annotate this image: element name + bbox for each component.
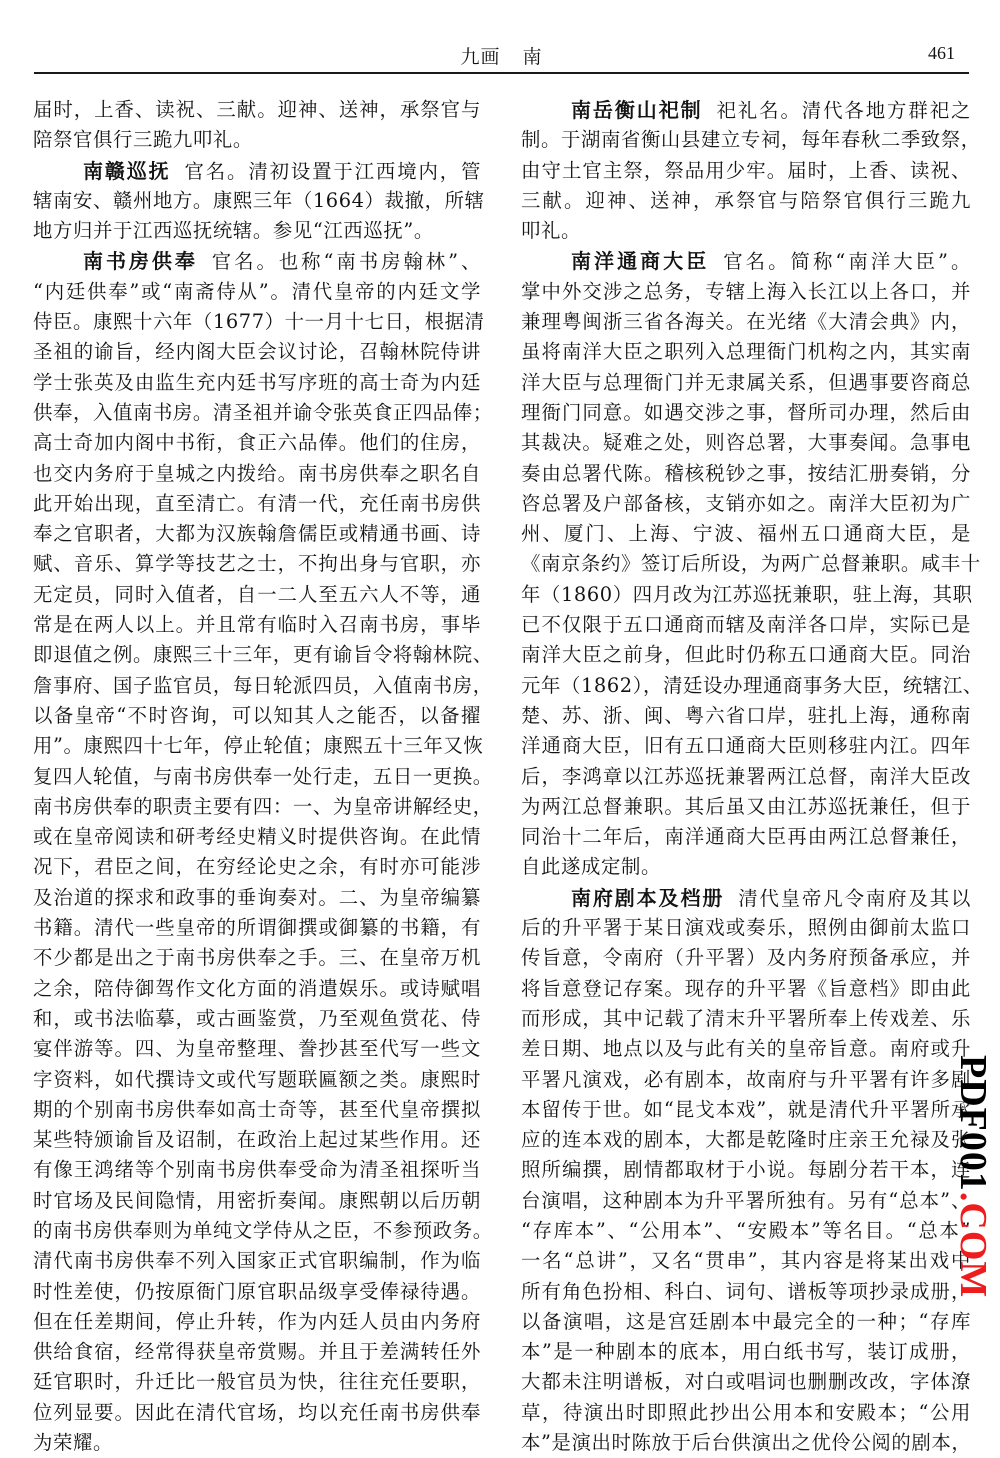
text-line: 同治十二年后，南洋通商大臣再由两江总督兼任， — [521, 825, 971, 849]
entry-nanfu-juben — [521, 883, 971, 1458]
text-line: 南书房供奉的职责主要有四：一、为皇帝讲解经史， — [33, 794, 493, 818]
text-line: 届时，上香、读祝、三献。迎神、送神，承祭官与 — [33, 98, 481, 121]
watermark-domain: .COM — [952, 1191, 994, 1299]
entry-nangan-xunfu — [33, 156, 485, 247]
text-line: 期的个别南书房供奉如高士奇等，甚至代皇帝撰拟 — [33, 1097, 481, 1121]
text-line: 已不仅限于五口通商而辖及南洋各口岸，实际已是 — [521, 613, 971, 637]
watermark — [952, 1055, 995, 1299]
text-line: 所有角色扮相、科白、词句、谱板等项抄录成册， — [521, 1279, 971, 1303]
text-line: 应的连本戏的剧本，大都是乾隆时庄亲王允禄及张 — [521, 1128, 971, 1152]
text-line: 而形成，其中记载了清末升平署所奉上传戏差、乐 — [521, 1006, 971, 1030]
text-line: “内廷供奉”或“南斋侍从”。清代皇帝的内廷文学 — [33, 279, 481, 303]
text-line: 侍臣。康熙十六年（1677）十一月十七日，根据清 — [33, 310, 485, 334]
text-line: 圣祖的谕旨，经内阁大臣会议讨论，召翰林院侍讲 — [33, 340, 481, 364]
text-line: 用”。康熙四十七年，停止轮值；康熙五十三年又恢 — [33, 734, 484, 758]
entry-first-line: 官名。清初设置于江西境内，管 — [184, 159, 481, 183]
text-line: 草，待演出时即照此抄出公用本和安殿本；“公用 — [521, 1400, 971, 1424]
entry-nanyue-hengshan — [521, 95, 981, 246]
text-line: 有像王鸿绪等个别南书房供奉受命为清圣祖探听当 — [33, 1158, 481, 1182]
text-line: 之余，陪侍御驾作文化方面的消遣娱乐。或诗赋唱 — [33, 976, 481, 1000]
entry-nanyang-tongshang — [521, 246, 983, 882]
text-line: 廷官职时，升迁比一般官员为快，往往充任要职， — [33, 1370, 481, 1394]
section-label: 九画 — [460, 46, 501, 68]
entry-first-line: 清代皇帝凡令南府及其以 — [738, 886, 971, 910]
text-line: 赋、音乐、算学等技艺之士，不拘出身与官职，亦 — [33, 552, 481, 576]
page-header — [34, 38, 969, 74]
text-line: 字资料，如代撰诗文或代写题联匾额之类。康熙时 — [33, 1067, 481, 1091]
text-line: 掌中外交涉之总务，专辖上海入长江以上各口，并 — [521, 279, 971, 303]
text-line: 自此遂成定制。 — [521, 855, 661, 879]
entry-nanshufang-gongfeng — [33, 246, 493, 1458]
text-line: 无定员，同时入值者，自一二人至五六人不等，通 — [33, 582, 481, 606]
text-line: 复四人轮值，与南书房供奉一处行走，五日一更换。 — [33, 764, 493, 788]
text-line: 某些特颁谕旨及诏制，在政治上起过某些作用。还 — [33, 1128, 481, 1152]
text-line: 宴伴游等。四、为皇帝整理、誊抄甚至代写一些文 — [33, 1037, 481, 1061]
text-line: 后的升平署于某日演戏或奏乐，照例由御前太监口 — [521, 916, 971, 940]
text-line: 南洋大臣之前身，但此时仍称五口通商大臣。同治 — [521, 643, 971, 667]
text-line: 和，或书法临摹，或古画鉴赏，乃至观鱼赏花、侍 — [33, 1006, 481, 1030]
text-line: 位列显要。因此在清代官场，均以充任南书房供奉 — [33, 1400, 481, 1424]
entry-first-line: 祀礼名。清代各地方群祀之 — [716, 99, 971, 122]
text-line: 时官场及民间隐情，用密折奏闻。康熙朝以后历朝 — [33, 1188, 481, 1212]
text-line: 本”是一种剧本的底本，用白纸书写，装订成册， — [521, 1340, 971, 1364]
text-line: 楚、苏、浙、闽、粤六省口岸，驻扎上海，通称南 — [521, 703, 971, 727]
entry-term: 南府剧本及档册 — [571, 885, 725, 910]
text-line: 常是在两人以上。并且常有临时入召南书房，事毕 — [33, 613, 481, 637]
text-line: 三献。迎神、送神，承祭官与陪祭官俱行三跪九 — [521, 188, 971, 212]
text-line: 一名“总讲”，又名“贯串”，其内容是将某出戏中 — [521, 1249, 971, 1273]
text-line: 《南京条约》签订后所设，为两广总督兼职。咸丰十 — [521, 552, 981, 576]
text-line: 洋大臣与总理衙门并无隶属关系，但遇事要咨商总 — [521, 370, 971, 394]
text-line: 台演唱，这种剧本为升平署所独有。另有“总本”、 — [521, 1188, 971, 1212]
text-line: 但在任差期间，停止升转，作为内廷人员由内务府 — [33, 1309, 481, 1333]
entry-term: 南岳衡山祀制 — [571, 98, 703, 122]
text-line: 平署凡演戏，必有剧本，故南府与升平署有许多剧 — [521, 1067, 971, 1091]
text-line: 的南书房供奉则为单纯文学侍从之臣，不参预政务。 — [33, 1218, 493, 1242]
text-line: 差日期、地点以及与此有关的皇帝旨意。南府或升 — [521, 1037, 971, 1061]
text-line: 本”是演出时陈放于后台供演出之优伶公阅的剧本， — [521, 1431, 972, 1455]
text-line: 供给食宿，经常得获皇帝赏赐。并且于差满转任外 — [33, 1340, 481, 1364]
text-line: 詹事府、国子监官员，每日轮派四员，入值南书房， — [33, 673, 493, 697]
entry-first-line: 官名。也称“南书房翰林”、 — [211, 250, 481, 274]
head-character: 南 — [522, 46, 543, 68]
text-line: 兼理粤闽浙三省各海关。在光绪《大清会典》内， — [521, 310, 971, 334]
text-line: 虽将南洋大臣之职列入总理衙门机构之内，其实南 — [521, 340, 971, 364]
text-line: 本留传于世。如“昆戈本戏”，就是清代升平署所承 — [521, 1097, 971, 1121]
text-line: “存库本”、“公用本”、“安殿本”等名目。“总本” — [521, 1218, 971, 1242]
page-number: 461 — [928, 43, 955, 63]
left-column — [33, 95, 493, 1458]
text-line: 地方归并于江西巡抚统辖。参见“江西巡抚”。 — [33, 219, 434, 243]
running-head — [34, 42, 969, 69]
text-line: 奏由总署代陈。稽核税钞之事，按结汇册奏销，分 — [521, 461, 971, 485]
text-line: 或在皇帝阅读和研考经史精义时提供咨询。在此情 — [33, 825, 481, 849]
text-line: 叩礼。 — [521, 219, 581, 243]
text-line: 传旨意，令南府（升平署）及内务府预备承应，并 — [521, 946, 971, 970]
text-line: 照所编撰，剧情都取材于小说。每剧分若干本，连 — [521, 1158, 971, 1182]
text-line: 洋通商大臣，旧有五口通商大臣则移驻内江。四年 — [521, 734, 971, 758]
text-line: 为两江总督兼职。其后虽又由江苏巡抚兼任，但于 — [521, 794, 971, 818]
entry-term: 南书房供奉 — [83, 249, 198, 274]
text-line: 况下，君臣之间，在穷经论史之余，有时亦可能涉 — [33, 855, 481, 879]
text-line: 其裁决。疑难之处，则咨总署，大事奏闻。急事电 — [521, 431, 971, 455]
text-line: 以备皇帝“不时咨询，可以知其人之能否，以备擢 — [33, 703, 481, 727]
text-line: 元年（1862），清廷设办理通商事务大臣，统辖江、 — [521, 673, 983, 697]
text-line: 学士张英及由监生充内廷书写序班的高士奇为内廷 — [33, 370, 481, 394]
text-line: 为荣耀。 — [33, 1431, 113, 1455]
text-line: 理衙门同意。如遇交涉之事，督所司办理，然后由 — [521, 400, 971, 424]
text-line: 清代南书房供奉不列入国家正式官职编制，作为临 — [33, 1249, 481, 1273]
text-line: 年（1860）四月改为江苏巡抚兼职，驻上海，其职 — [521, 582, 973, 606]
text-line: 时性差使，仍按原衙门原官职品级享受俸禄待遇。 — [33, 1279, 481, 1303]
entry-first-line: 官名。简称“南洋大臣”。 — [723, 250, 971, 274]
text-line: 辖南安、赣州地方。康熙三年（1664）裁撤，所辖 — [33, 188, 485, 212]
text-line: 书籍。清代一些皇帝的所谓御撰或御纂的书籍，有 — [33, 916, 481, 940]
entry-term: 南赣巡抚 — [83, 158, 171, 183]
text-line: 制。于湖南省衡山县建立专祠，每年春秋二季致祭， — [521, 128, 981, 152]
entry-term: 南洋通商大臣 — [571, 249, 710, 274]
text-line: 由守土官主祭，祭品用少牢。届时，上香、读祝、 — [521, 158, 971, 182]
text-line: 陪祭官俱行三跪九叩礼。 — [33, 128, 253, 152]
text-line: 将旨意登记存案。现存的升平署《旨意档》即由此 — [521, 976, 971, 1000]
watermark-text: PDF001 — [952, 1055, 994, 1192]
text-line: 高士奇加内阁中书衔，食正六品俸。他们的住房， — [33, 431, 481, 455]
text-line: 供奉，入值南书房。清圣祖并谕令张英食正四品俸； — [33, 400, 493, 424]
text-line: 不少都是出之于南书房供奉之手。三、在皇帝万机 — [33, 946, 481, 970]
text-line: 州、厦门、上海、宁波、福州五口通商大臣，是 — [521, 522, 971, 546]
text-line: 咨总署及户部备核，支销亦如之。南洋大臣初为广 — [521, 491, 971, 515]
text-line: 即退值之例。康熙三十三年，更有谕旨令将翰林院、 — [33, 643, 493, 667]
text-line: 大都未注明谱板，对白或唱词也删删改改，字体潦 — [521, 1370, 971, 1394]
text-line: 奉之官职者，大都为汉族翰詹儒臣或精通书画、诗 — [33, 522, 481, 546]
text-line: 后，李鸿章以江苏巡抚兼署两江总督，南洋大臣改 — [521, 764, 971, 788]
text-line: 也交内务府于皇城之内拨给。南书房供奉之职名自 — [33, 461, 481, 485]
text-line: 及治道的探求和政事的垂询奏对。二、为皇帝编纂 — [33, 885, 481, 909]
text-line: 以备演唱，这是宫廷剧本中最完全的一种；“存库 — [521, 1309, 971, 1333]
text-line: 此开始出现，直至清亡。有清一代，充任南书房供 — [33, 491, 481, 515]
